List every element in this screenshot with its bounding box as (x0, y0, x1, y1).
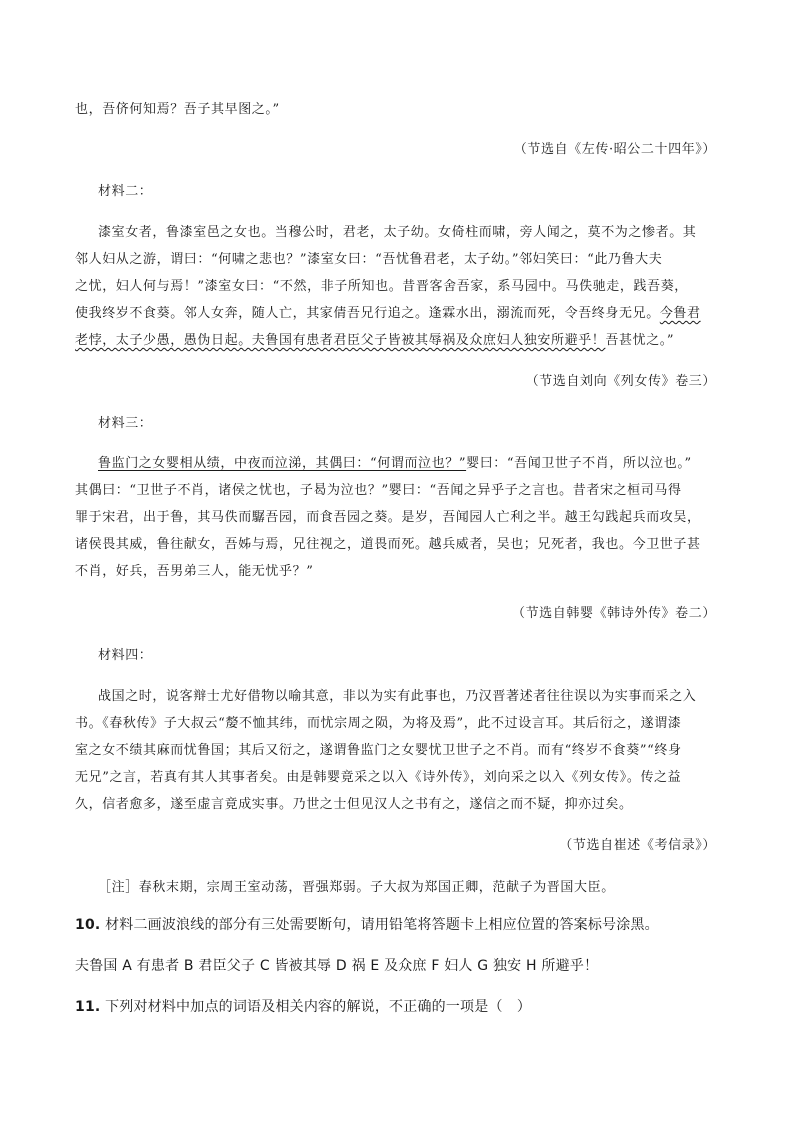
material3-heading: 材料三： (98, 416, 153, 431)
question-10-options: 夫鲁国 A 有患者 B 君臣父子 C 皆被其辱 D 祸 E 及众庶 F 妇人 G 独安 H 所避乎！ (75, 958, 599, 974)
material2-wavy-text: 老悖，太子少愚，愚伪日起。夫鲁国有患者君臣父子皆被其辱祸及众庶妇人独安所避乎！ (75, 333, 606, 348)
question-10-number: 10. (75, 917, 101, 933)
material2-line3: 之忧，妇人何与焉！”漆室女曰：“不然，非子所知也。昔晋客舍吾家，系马园中。马佚驰走，践吾葵， (75, 279, 688, 294)
question-11 (75, 996, 531, 1016)
material1-tail: 也，吾侪何知焉？吾子其早图之。” (75, 102, 280, 117)
material4-line3: 室之女不绩其麻而忧鲁国；其后又衍之，遂谓鲁监门之女婴忧卫世子之不肖。而有“终岁不食葵”“终身 (75, 743, 682, 758)
material2-line1: 漆室女者，鲁漆室邑之女也。当穆公时，君老，太子幼。女倚柱而啸，旁人闻之，莫不为之惨者。其 (98, 225, 697, 240)
material4-line1: 战国之时，说客辩士尤好借物以喻其意，非以为实有此事也，乃汉晋著述者往往误以为实事而采之入 (98, 689, 697, 704)
material4-line2: 书。《春秋传》子大叔云“嫠不恤其纬，而忧宗周之陨，为将及焉”，此不过设言耳。其后衍之，遂谓漆 (75, 716, 682, 731)
material3-line4: 诸侯畏其威，鲁往献女，吾姊与焉，兄往视之，道畏而死。越兵威者，吴也；兄死者，我也。今卫世子甚 (75, 537, 701, 552)
question-11-text: 下列对材料中加点的词语及相关内容的解说，不正确的一项是（ ） (105, 999, 532, 1015)
material3-source: （节选自韩婴《韩诗外传》卷二） (511, 606, 716, 621)
material2-line2: 邻人妇从之游，谓曰：“何啸之悲也？”漆室女曰：“吾忧鲁君老，太子幼。”邻妇笑曰：“此乃鲁大夫 (75, 252, 663, 267)
material2-wavy-text-start: 今鲁君 (659, 306, 701, 321)
material2-source: （节选自刘向《列女传》卷三） (525, 374, 716, 389)
material2-line4 (75, 302, 701, 321)
material3-line2: 其偶曰：“卫世子不肖，诸侯之忧也，子曷为泣也？”婴曰：“吾闻之异乎子之言也。昔者宋之桓司马得 (75, 483, 682, 498)
footnote: ［注］春秋末期，宗周王室动荡，晋强郑弱。子大叔为郑国正卿，范献子为晋国大臣。 (98, 880, 615, 895)
material3-underlined-text: 鲁监门之女婴相从绩，中夜而泣涕，其偶曰：“何谓而泣也？” (98, 456, 467, 471)
material3-line3: 罪于宋君，出于鲁，其马佚而驏吾园，而食吾园之葵。是岁，吾闻园人亡利之半。越王勾践起兵而攻吴， (75, 510, 701, 525)
material3-line5: 不肖，好兵，吾男弟三人，能无忧乎？” (75, 564, 314, 579)
material3-line1-end: 婴曰：“吾闻卫世子不肖，所以泣也。” (466, 456, 692, 471)
material2-line5 (75, 329, 674, 348)
material2-line4-text: 使我终岁不食葵。邻人女奔，随人亡，其家倩吾兄行追之。逢霖水出，溺流而死，令吾终身无兄。 (75, 306, 660, 321)
material4-source: （节选自崔述《考信录》） (559, 838, 716, 853)
material4-line5: 久，信者愈多，遂至虚言竟成实事。乃世之士但见汉人之书有之，遂信之而不疑，抑亦过矣。 (75, 797, 633, 812)
material3-line1 (98, 452, 692, 471)
material2-line5-end: 吾甚忧之。” (605, 333, 675, 348)
material4-line4: 无兄”之言，若真有其人其事者矣。由是韩婴竟采之以入《诗外传》，刘向采之以入《列女传》。传之益 (75, 770, 682, 785)
question-11-number: 11. (75, 999, 101, 1015)
question-10 (75, 914, 659, 934)
material2-heading: 材料二： (98, 184, 153, 199)
question-10-text: 材料二画波浪线的部分有三处需要断句，请用铅笔将答题卡上相应位置的答案标号涂黑。 (105, 917, 659, 933)
material1-source: （节选自《左传·昭公二十四年》） (513, 142, 716, 157)
material4-heading: 材料四： (98, 648, 153, 663)
